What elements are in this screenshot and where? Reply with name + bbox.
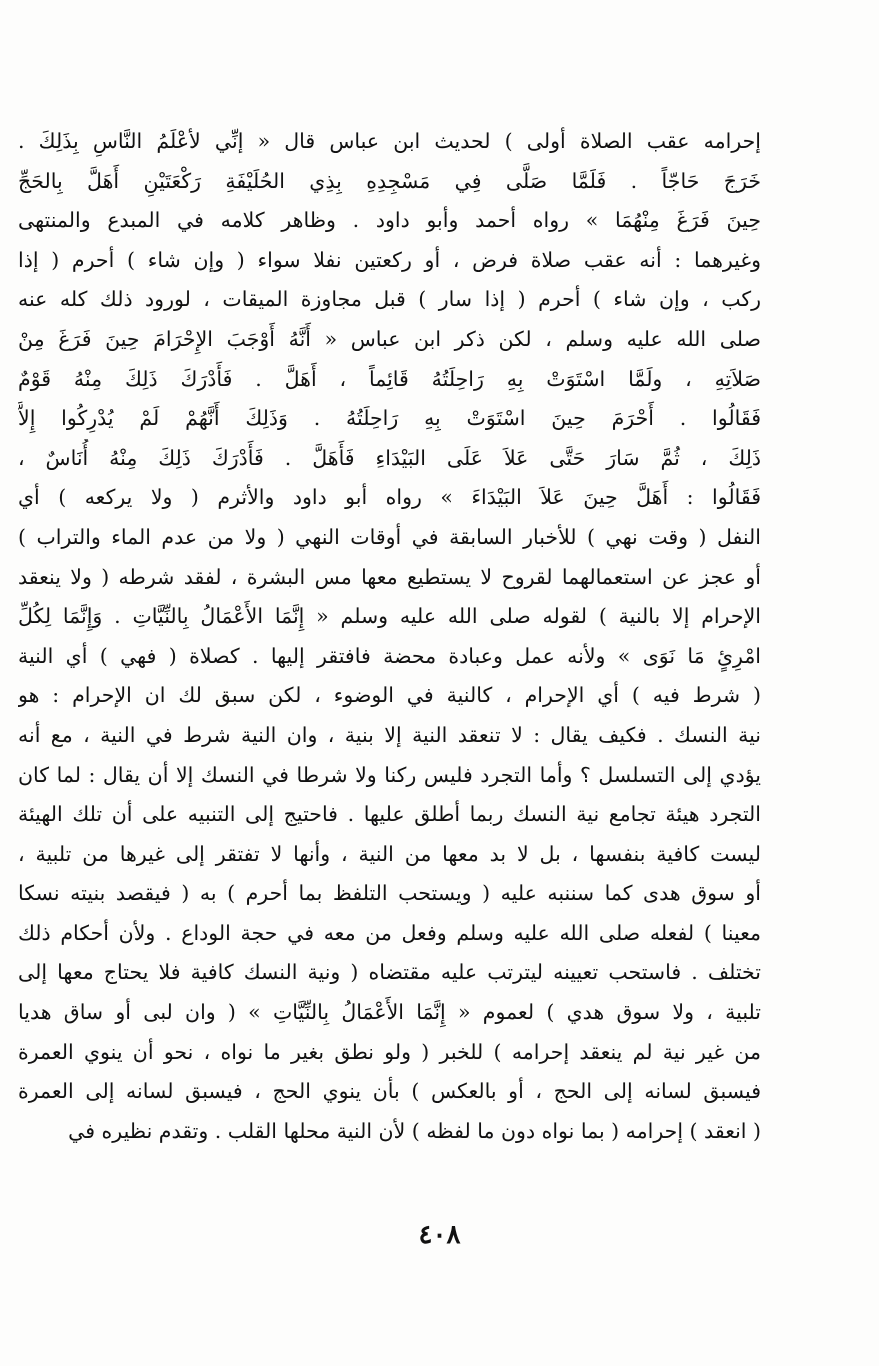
- page-number: ٤٠٨: [418, 1220, 461, 1250]
- body-text: [18, 122, 761, 1151]
- text-line: فيسبق لسانه إلى الحج ، أو بالعكس ) بأن ينوي الحج ، فيسبق لسانه إلى العمرة: [18, 1079, 761, 1104]
- text-line: يؤدي إلى التسلسل ؟ وأما التجرد فليس ركنا ولا شرطا في النسك إلا أن يقال : لما كان: [18, 762, 761, 787]
- text-line: وغيرهما : أنه عقب صلاة فرض ، أو ركعتين نفلا سواء ( وإن شاء ) أحرم ( إذا: [18, 247, 761, 272]
- text-line: فَقَالُوا : أَهَلَّ حِينَ عَلاَ البَيْدَاءَ » رواه أبو داود والأثرم ( ولا يركعه ) أي: [18, 485, 761, 510]
- text-line: ذَلِكَ ، ثُمَّ سَارَ حَتَّى عَلاَ عَلَى البَيْدَاءِ فَأَهَلَّ . فَأَدْرَكَ ذَلِكَ مِنْهُ أُنَاسٌ ،: [18, 445, 761, 470]
- text-line: معينا ) لفعله صلى الله عليه وسلم وفعل من معه في حجة الوداع . ولأن أحكام ذلك: [18, 920, 761, 945]
- text-line: الإحرام إلا بالنية ) لقوله صلى الله عليه وسلم « إِنَّمَا الأَعْمَالُ بِالنِّيَّاتِ . وَإِنَّمَا لِكُلِّ: [18, 604, 761, 629]
- text-line: امْرِئٍ مَا نَوَى » ولأنه عمل وعبادة محضة فافتقر إليها . كصلاة ( فهي ) أي النية: [18, 643, 761, 668]
- text-line: من غير نية لم ينعقد إحرامه ) للخبر ( ولو نطق بغير ما نواه ، نحو أن ينوي العمرة: [18, 1039, 761, 1064]
- text-line: النفل ( وقت نهي ) للأخبار السابقة في أوقات النهي ( ولا من عدم الماء والتراب ): [18, 524, 761, 549]
- text-line: فَقَالُوا . أَحْرَمَ حِينَ اسْتَوَتْ بِهِ رَاحِلَتُهُ . وَذَلِكَ أَنَّهُمْ لَمْ يُدْرِكُوا إِلاَّ: [18, 406, 761, 431]
- text-line: التجرد هيئة تجامع نية النسك ربما أطلق عليها . فاحتيج إلى التنبيه على أن تلك الهيئة: [18, 802, 761, 827]
- text-line: ( شرط فيه ) أي الإحرام ، كالنية في الوضوء ، لكن سبق لك ان الإحرام : هو: [18, 683, 761, 708]
- text-line: خَرَجَ حَاجّاً . فَلَمَّا صَلَّى فِي مَسْجِدِهِ بِذِي الحُلَيْفَةِ رَكْعَتَيْنِ أَهَلَّ بِالحَجِّ: [18, 168, 761, 193]
- text-line: نية النسك . فكيف يقال : لا تنعقد النية إلا بنية ، وان النية شرط في النية ، مع أنه: [18, 722, 761, 747]
- text-line: أو سوق هدى كما سننبه عليه ( ويستحب التلفظ بما أحرم ) به ( فيقصد بنيته نسكا: [18, 881, 761, 906]
- text-line: صَلاَتِهِ ، ولَمَّا اسْتَوَتْ بِهِ رَاحِلَتُهُ قَائِماً ، أَهَلَّ . فَأَدْرَكَ ذَلِكَ مِنْهُ قَوْمٌ: [18, 366, 761, 391]
- text-line: ركب ، وإن شاء ) أحرم ( إذا سار ) قبل مجاوزة الميقات ، لورود ذلك كله عنه: [18, 287, 761, 312]
- text-line: صلى الله عليه وسلم ، لكن ذكر ابن عباس « أَنَّهُ أَوْجَبَ الإِحْرَامَ حِينَ فَرَغَ مِنْ: [18, 326, 761, 351]
- text-line: ( انعقد ) إحرامه ( بما نواه دون ما لفظه ) لأن النية محلها القلب . وتقدم نظيره في: [68, 1118, 761, 1143]
- text-line: حِينَ فَرَغَ مِنْهُمَا » رواه أحمد وأبو داود . وظاهر كلامه في المبدع والمنتهى: [18, 208, 761, 233]
- text-line: تختلف . فاستحب تعيينه ليترتب عليه مقتضاه ( ونية النسك كافية فلا يحتاج معها إلى: [18, 960, 761, 985]
- text-line: تلبية ، ولا سوق هدي ) لعموم « إِنَّمَا الأَعْمَالُ بِالنِّيَّاتِ » ( وان لبى أو ساق هديا: [18, 1000, 761, 1025]
- text-line: أو عجز عن استعمالهما لقروح لا يستطيع معها مس البشرة ، لفقد شرطه ( ولا ينعقد: [18, 564, 761, 589]
- text-line: ليست كافية بنفسها ، بل لا بد معها من النية ، وأنها لا تفتقر إلى غيرها من تلبية ،: [18, 841, 761, 866]
- text-line: إحرامه عقب الصلاة أولى ) لحديث ابن عباس قال « إنِّي لأعْلَمُ النَّاسِ بِذَلِكَ .: [18, 129, 761, 153]
